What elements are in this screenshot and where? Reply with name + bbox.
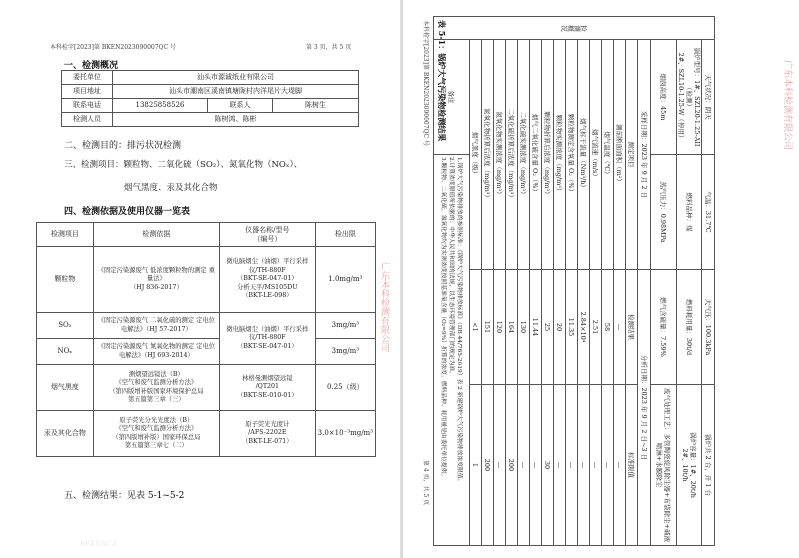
rotated-page-content	[403, 0, 799, 558]
basis-header-instrument: 仪器名称/型号 （编号）	[219, 223, 315, 247]
fuel-type: 燃料品种：煤	[677, 155, 702, 270]
result-std: —	[494, 385, 506, 546]
result-value: 11.35	[566, 270, 578, 385]
basis-limit: 3.0×10⁻³mg/m³	[315, 411, 375, 457]
report-number: 本科检字[2023]第 BKEN2023090007QC 号	[50, 44, 176, 51]
basis-limit: 3mg/m³	[315, 313, 375, 339]
result-item: 烟气黑度（级）	[470, 40, 482, 270]
basis-row	[37, 339, 376, 365]
result-value: 2.51	[590, 270, 602, 385]
table-row	[482, 17, 494, 546]
basis-row	[37, 313, 376, 339]
result-std: —	[602, 385, 614, 546]
basis-item: 烟气黑度	[37, 365, 94, 411]
notes-cell	[434, 155, 470, 546]
basis-header-item: 检测项目	[37, 223, 94, 247]
client-label: 委托单位	[62, 71, 113, 85]
result-item: 二氧化硫折算后浓度（mg/m³）	[506, 40, 518, 270]
analysis-date: 分析日期：2023 年 9 月 2 日~3 日	[638, 270, 651, 546]
treatment-process: 废气处理工艺：多管陶瓷旋风除尘器+布袋除尘+碱液喷淋+水膜除尘	[651, 385, 677, 546]
basis-method: 原子荧光分光光度法（B） 《空气和废气监测分析方法》 （第四版增补版）国家环保总局 第五篇第三章七（二）	[93, 411, 219, 457]
basis-limit: 0.25（级）	[315, 365, 375, 411]
result-item: 氮氧化物实测浓度（mg/m³）	[494, 40, 506, 270]
contact-value: 陈树生	[273, 99, 359, 113]
table-row	[530, 17, 542, 546]
section-overview-title: 一、检测概况	[64, 61, 119, 71]
result-value: 164	[506, 270, 518, 385]
result-std: —	[566, 385, 578, 546]
results-table	[433, 16, 715, 546]
table-row	[554, 17, 566, 546]
result-value: 11.44	[530, 270, 542, 385]
table-row	[506, 17, 518, 546]
col-item-header: 测定项目	[626, 40, 638, 270]
page-number: 第 3 页，共 5 页	[306, 44, 352, 51]
chimney-height: 烟囱高度：45m	[651, 40, 677, 155]
basis-method: 测烟望远镜法（B） 《空气和废气监测分析方法》 （第四版增补版国家环境保护总局 第五篇第三章（三）	[93, 365, 219, 411]
section-results: 五、检测结果：见表 5-1~5-2	[64, 491, 185, 501]
result-item: 颗粒物实测浓度（mg/m³）	[554, 40, 566, 270]
temperature: 气温：31.7℃	[702, 155, 715, 270]
contact-label: 联系人	[208, 99, 273, 113]
basis-row	[37, 247, 376, 313]
result-item: 烟气二氧化硫含量 O₂（%）	[530, 40, 542, 270]
group-label: 检测概况	[434, 17, 715, 40]
note-1: 1.锅炉大气污染物排放的参照标准：《锅炉大气污染物排放标准》（DB 44/765-2019）表 2 新建锅炉大气污染物排放浓度限值。	[456, 157, 463, 485]
section-items-line2: 烟气黑度、汞及其化合物	[124, 183, 218, 193]
table-row	[494, 17, 506, 546]
basis-row	[37, 411, 376, 457]
steam-pressure: 蒸汽压力：0.98MPa	[651, 155, 677, 270]
note-3: 3.颗粒物、二氧化硫、氮氧化物均为实测浓度按照基准氧含量（O₂=9%）折算的浓度。燃料品种、耗用量是由委托单位提供。	[440, 157, 447, 480]
address-label: 项目地址	[62, 85, 113, 99]
results-table-title: 表 5-1：锅炉大气污染物检测结果	[437, 20, 447, 142]
notes-label: 备注	[434, 40, 470, 155]
company-seal: 广东本科检测有限公司	[379, 262, 389, 352]
basis-instrument: 林格曼测烟望远镜 /QT201 （BKT-SE-010-01）	[219, 365, 315, 411]
boiler-count: 锅炉共 2 台，开 1 台	[702, 385, 715, 546]
table-row	[590, 17, 602, 546]
air-pressure: 大气压：100.3kPa	[702, 270, 715, 385]
result-std: 200	[506, 385, 518, 546]
basis-header-basis: 检测依据	[93, 223, 219, 247]
result-item: 烟气流速（m/s）	[590, 40, 602, 270]
basis-method: 《固定污染源废气 氮氧化物的测定 定电位电解法》（HJ 693-2014）	[93, 339, 219, 365]
result-value: 58	[602, 270, 614, 385]
staff-value: 陈树鸿、陈彬	[113, 113, 359, 127]
page-number: 第 4 页，共 5 页	[422, 460, 429, 506]
result-std: 30	[542, 385, 554, 546]
sulfur-content: 燃气含硫量：7.59%	[651, 270, 677, 385]
table-row	[578, 17, 590, 546]
result-item: 氮氧化物折算后浓度（mg/m³）	[482, 40, 494, 270]
result-std: —	[530, 385, 542, 546]
report-page-4	[403, 0, 799, 558]
section-purpose: 二、检测目的：排污状况检测	[64, 141, 182, 151]
basis-instrument: 微电脑烟尘（油烟）平行采样仪/TH-880F （BKT-SE-047-01）	[219, 313, 315, 365]
result-value: 130	[518, 270, 530, 385]
basis-method: 《固定污染源废气 低浓度颗粒物的测定 重量法》 （HJ 836-2017）	[93, 247, 219, 313]
boiler-model: 锅炉型号：1#、SZL20-1.25-AII（检测） 2#、SZL10-1.25-W（停用）	[677, 40, 702, 155]
result-item: 颗粒物测定含氧量 O₂（%）	[566, 40, 578, 270]
result-item: 测前断面面积（m²）	[614, 40, 626, 270]
phone-label: 联系电话	[62, 99, 113, 113]
weather: 天气状况：阴天	[702, 40, 715, 155]
report-number: 本科检字[2023]第 BKEN2023090007QC 号	[422, 20, 429, 146]
result-value: 120	[494, 270, 506, 385]
section-basis-title: 四、检测依据及使用仪器一览表	[64, 207, 191, 217]
basis-item: 颗粒物	[37, 247, 94, 313]
company-seal: 广东本科检测有限公司	[782, 60, 792, 151]
fuel-consumption: 燃料耗用量：30t/d	[677, 270, 702, 385]
result-std: —	[590, 385, 602, 546]
result-value: <1	[470, 270, 482, 385]
basis-instrument: 原子荧光光度计 /AFS-2202E （BKT-LE-071）	[219, 411, 315, 457]
result-item: 颗粒物折算后浓度（mg/m³）	[542, 40, 554, 270]
table-row	[566, 17, 578, 546]
result-std: —	[578, 385, 590, 546]
result-std: 1	[470, 385, 482, 546]
basis-item: 汞及其化合物	[37, 411, 94, 457]
basis-item: SO₂	[37, 313, 94, 339]
result-value: 2.84×10⁴	[578, 270, 590, 385]
result-value: 151	[482, 270, 494, 385]
basis-limit: 1.0mg/m³	[315, 247, 375, 313]
section-items-line1: 三、检测项目：颗粒物、二氧化硫（SO₂）、氮氧化物（NOₓ）、	[64, 160, 303, 170]
result-item: 二氧化硫实测浓度（mg/m³）	[518, 40, 530, 270]
table-row	[542, 17, 554, 546]
basis-limit: 3mg/m³	[315, 339, 375, 365]
basis-instrument: 微电脑烟尘（油烟）平行采样仪/TH-880F （BKT-SE-047-01） 分析天平/MS105DU （BKT-LE-098）	[219, 247, 315, 313]
table-row	[614, 17, 626, 546]
result-std: —	[554, 385, 566, 546]
col-result-header: 检测结果	[626, 270, 638, 385]
address-value: 汕头市潮南区溪南镇塘陇村内洋尾片大堤脚	[113, 85, 359, 99]
result-item: 烟气标干流量（Nm³/h）	[578, 40, 590, 270]
note-2: 2.计算浓度限值所依据的：中华人民共和国的法规，以生态环境管理部门的规定为准。	[448, 157, 455, 378]
basis-method: 《固定污染源废气 二氧化硫的测定 定电位电解法》（HJ 57-2017）	[93, 313, 219, 339]
result-item: 烟气温度（℃）	[602, 40, 614, 270]
result-std: —	[518, 385, 530, 546]
table-row	[518, 17, 530, 546]
phone-value: 13825858526	[113, 99, 208, 113]
result-value: 20	[554, 270, 566, 385]
basis-table	[36, 222, 376, 457]
result-std: 200	[482, 385, 494, 546]
basis-header-limit: 检出限	[315, 223, 375, 247]
result-value: 25	[542, 270, 554, 385]
col-std-header: 标准限值	[626, 385, 638, 546]
table-row	[602, 17, 614, 546]
sample-date: 采样日期：2023 年 9 月 2 日	[638, 40, 651, 270]
result-value: —	[614, 270, 626, 385]
staff-label: 检测人员	[62, 113, 113, 127]
boiler-capacity: 锅炉容量：1#、20t/h 2#、10t/h	[677, 385, 702, 546]
result-std: —	[614, 385, 626, 546]
watermark: BEKENCE	[80, 540, 118, 548]
basis-item: NOₓ	[37, 339, 94, 365]
basis-row	[37, 365, 376, 411]
overview-table	[61, 70, 359, 127]
client-value: 汕头市源诚纸业有限公司	[113, 71, 359, 85]
table-row	[470, 17, 482, 546]
